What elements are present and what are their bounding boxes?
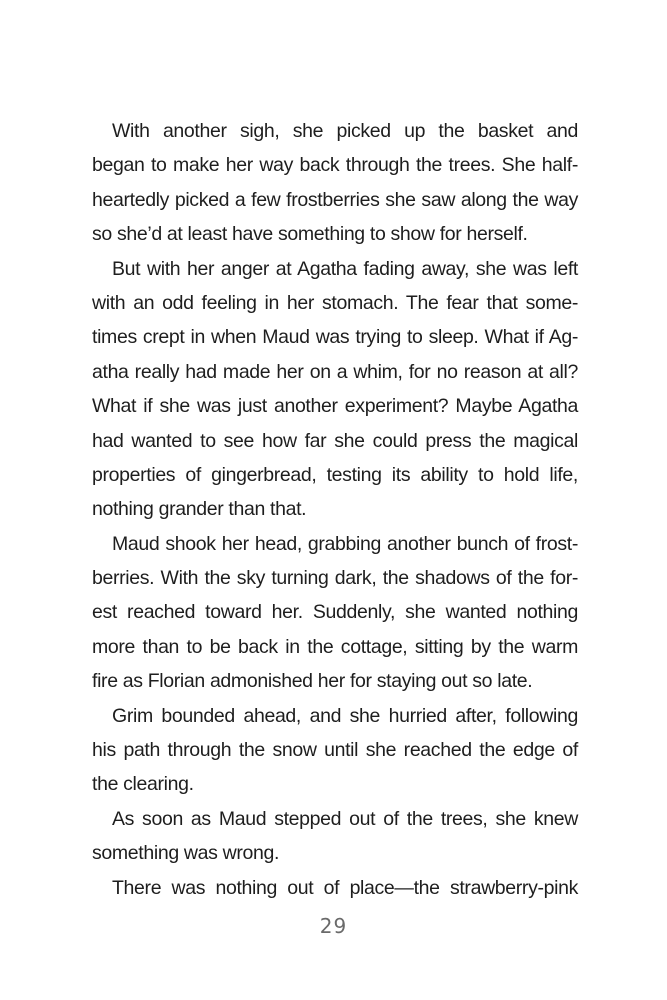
page-number: 29 [319, 914, 348, 938]
paragraph [92, 699, 578, 802]
text-line: heartedly picked a few frostberries she saw along the way [92, 188, 578, 211]
text-line: with an odd feeling in her stomach. The fear that some- [92, 291, 578, 314]
text-line: something was wrong. [92, 842, 280, 865]
text-line: began to make her way back through the trees. She half- [92, 154, 578, 177]
paragraph [92, 871, 578, 905]
text-line: As soon as Maud stepped out of the trees, she knew [112, 807, 578, 830]
text-line: times crept in when Maud was trying to sleep. What if Ag- [92, 326, 578, 349]
text-line: fire as Florian admonished her for staying out so late. [92, 670, 533, 693]
text-line: more than to be back in the cottage, sitting by the warm [92, 635, 578, 658]
paragraph [92, 252, 578, 527]
text-line: est reached toward her. Suddenly, she wanted nothing [92, 601, 578, 624]
text-line: With another sigh, she picked up the basket and [112, 120, 578, 142]
paragraph [92, 527, 578, 699]
text-line: berries. With the sky turning dark, the shadows of the for- [92, 567, 578, 590]
text-line: Grim bounded ahead, and she hurried after, following [112, 704, 578, 727]
paragraph [92, 802, 578, 871]
text-line: had wanted to see how far she could press the magical [92, 429, 578, 452]
paragraph [92, 114, 578, 252]
text-line: What if she was just another experiment? Maybe Agatha [92, 395, 578, 418]
text-line: There was nothing out of place—the strawberry-pink [112, 876, 578, 899]
body-text [92, 114, 578, 905]
text-line: But with her anger at Agatha fading away, she was left [112, 257, 578, 280]
text-line: properties of gingerbread, testing its ability to hold life, [92, 463, 578, 486]
text-line: his path through the snow until she reached the edge of [92, 739, 578, 762]
text-line: atha really had made her on a whim, for no reason at all? [92, 360, 578, 383]
text-line: Maud shook her head, grabbing another bunch of frost- [112, 532, 578, 555]
text-line: the clearing. [92, 773, 194, 796]
text-line: so she’d at least have something to show for herself. [92, 223, 528, 246]
text-line: nothing grander than that. [92, 498, 307, 521]
